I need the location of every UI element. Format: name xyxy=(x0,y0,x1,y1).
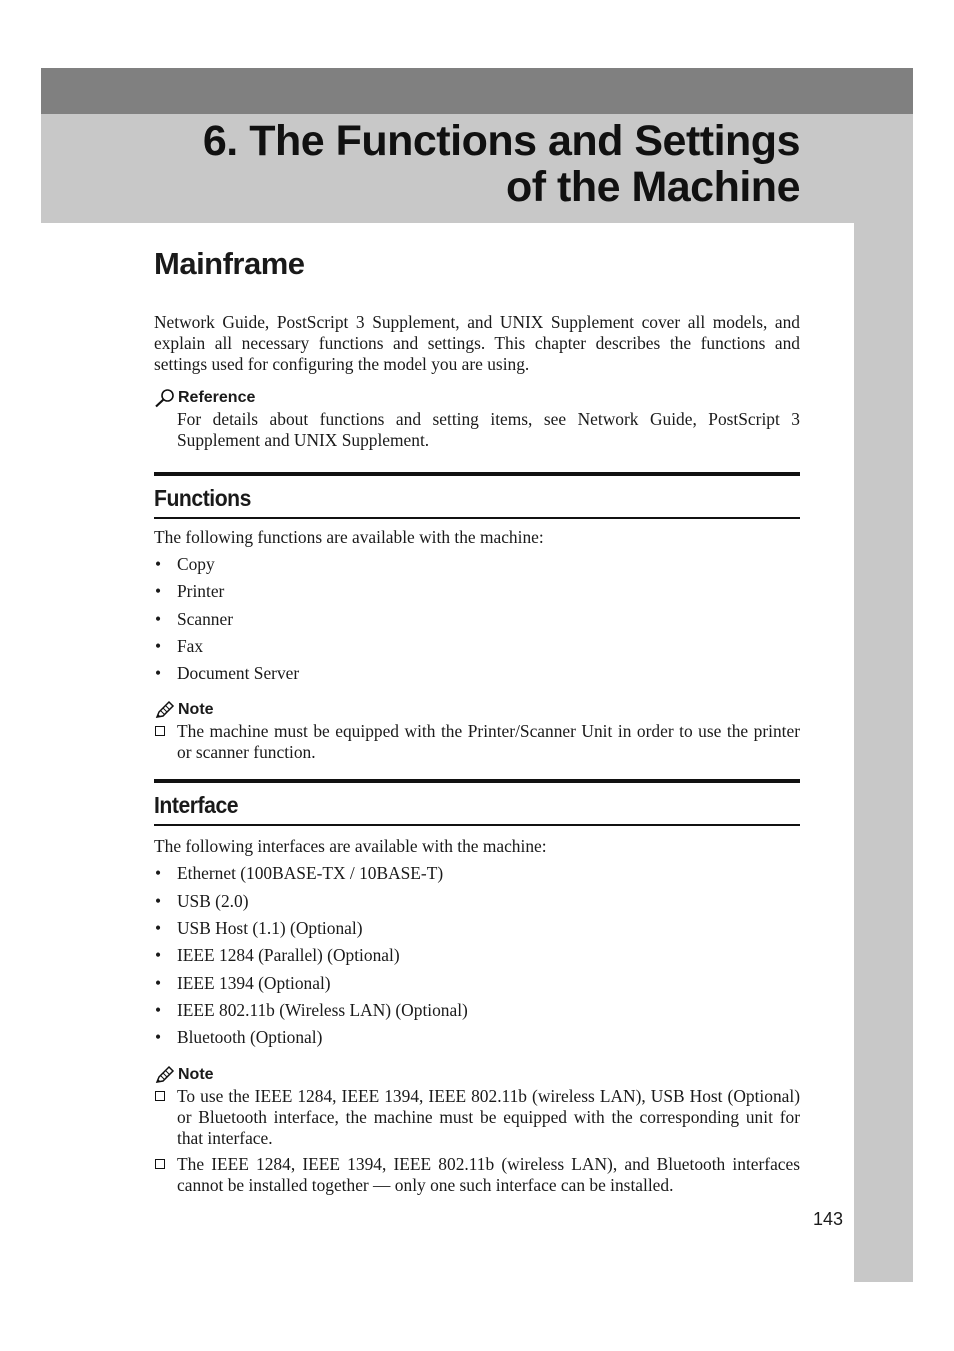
section-intro: Network Guide, PostScript 3 Supplement, and UNIX Supplement cover all models, and explain all necessary functions and settings. This chapter describes the functions and settings used for configuring the model you are using. xyxy=(154,312,800,374)
interface-note-heading xyxy=(154,1064,800,1086)
checkbox-icon xyxy=(155,1159,165,1169)
list-item: • IEEE 1394 (Optional) xyxy=(154,970,800,997)
functions-note-heading xyxy=(154,699,800,721)
functions-heading: Functions xyxy=(154,485,251,511)
list-item: • Copy xyxy=(154,551,800,578)
note-item xyxy=(154,1154,800,1196)
chapter-title xyxy=(203,118,800,210)
interface-notes xyxy=(154,1086,800,1196)
functions-list xyxy=(154,551,800,687)
functions-heading-bar xyxy=(154,472,800,519)
pencil-icon xyxy=(154,700,176,720)
note-item xyxy=(154,721,800,763)
pencil-icon xyxy=(154,1065,176,1085)
list-item: • USB (2.0) xyxy=(154,888,800,915)
chapter-side-tab xyxy=(854,223,913,1282)
chapter-title-line-1: 6. The Functions and Settings xyxy=(202,117,800,165)
note-label: Note xyxy=(178,701,214,719)
section-title: Mainframe xyxy=(154,246,305,281)
list-item: • USB Host (1.1) (Optional) xyxy=(154,915,800,942)
note-item xyxy=(154,1086,800,1149)
checkbox-icon xyxy=(155,1091,165,1101)
magnifier-icon xyxy=(154,388,176,408)
checkbox-icon xyxy=(155,726,165,736)
list-item: • Printer xyxy=(154,578,800,605)
interface-heading: Interface xyxy=(154,792,239,819)
note-text: To use the IEEE 1284, IEEE 1394, IEEE 802.11b (wireless LAN), USB Host (Optional) or Bluetooth interface, the machine must be equipped with the corresponding unit for that interface. xyxy=(177,1085,800,1148)
page-content xyxy=(154,244,800,1201)
note-label: Note xyxy=(178,1065,214,1083)
list-item: • Scanner xyxy=(154,606,800,633)
list-item: • Document Server xyxy=(154,660,800,687)
reference-label: Reference xyxy=(178,389,256,406)
reference-heading xyxy=(154,387,800,409)
chapter-title-line-2: of the Machine xyxy=(505,163,800,211)
page-number: 143 xyxy=(813,1209,844,1229)
functions-notes xyxy=(154,721,800,763)
list-item: • IEEE 1284 (Parallel) (Optional) xyxy=(154,942,800,969)
functions-intro: The following functions are available with the machine: xyxy=(154,527,544,547)
note-text: The IEEE 1284, IEEE 1394, IEEE 802.11b (wireless LAN), and Bluetooth interfaces cannot be installed together — only one such interface can be installed. xyxy=(177,1153,800,1195)
reference-text: For details about functions and setting items, see Network Guide, PostScript 3 Supplement and UNIX Supplement. xyxy=(177,409,800,450)
interface-list xyxy=(154,860,800,1051)
list-item: • Bluetooth (Optional) xyxy=(154,1024,800,1051)
interface-intro: The following interfaces are available with the machine: xyxy=(154,836,547,857)
list-item: • Ethernet (100BASE-TX / 10BASE-T) xyxy=(154,860,800,887)
note-text: The machine must be equipped with the Printer/Scanner Unit in order to use the printer or scanner function. xyxy=(177,721,800,763)
header-dark-band xyxy=(41,68,913,114)
list-item: • IEEE 802.11b (Wireless LAN) (Optional) xyxy=(154,997,800,1024)
list-item: • Fax xyxy=(154,633,800,660)
interface-heading-bar xyxy=(154,779,800,826)
